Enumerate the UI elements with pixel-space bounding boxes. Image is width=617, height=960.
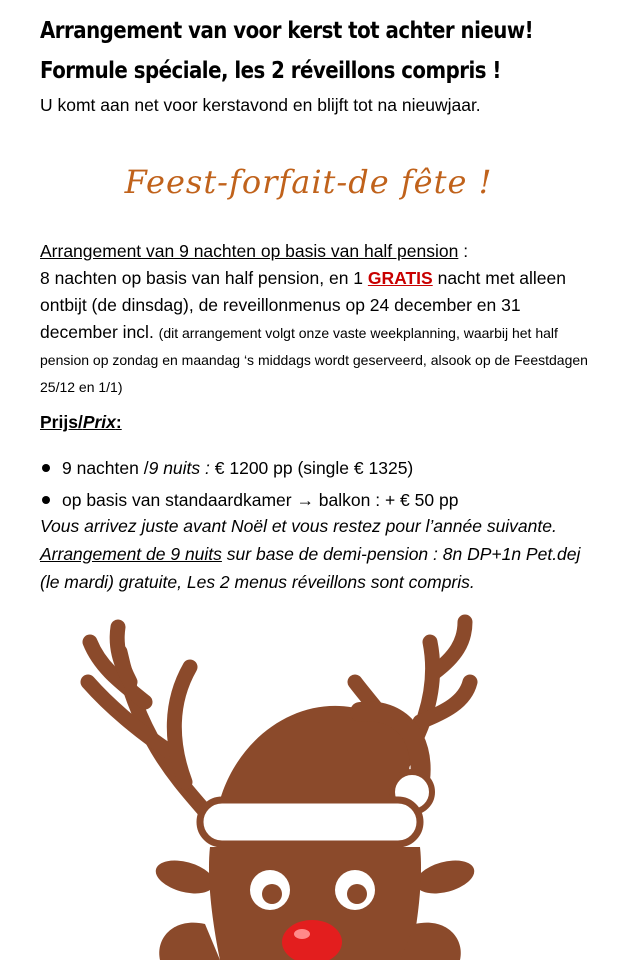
balcony-supplement: op basis van standaardkamer → balkon : + € 50 pp [62,490,459,510]
arrangement-text-a: 8 nachten op basis van half pension, en 1 [40,268,368,288]
price-label-colon: : [115,412,122,432]
gratis-highlight: GRATIS [367,268,433,288]
price-label-fr: Prix [82,412,116,432]
price-list [40,452,458,516]
title-dutch: Arrangement van voor kerst tot achter nieuw! [40,18,534,44]
price-nights-fr: 9 nuits : [148,458,210,478]
price-nights-nl: 9 nachten / [62,458,149,478]
price-amount: € 1200 pp (single € 1325) [209,458,414,478]
price-label-nl: Prijs/ [40,412,83,432]
hoof-left-icon [159,923,220,960]
eye-right-icon [335,870,375,910]
arrangement-text-b: nacht met alleen ontbijt (de dinsdag), de reveillonmenus op 24 december en 31 december incl. [40,268,566,342]
list-item [40,452,458,484]
arrangement-heading-suffix: : [458,241,469,261]
hat-brim-icon [200,800,420,844]
french-text-b: sur base de demi-pension : 8n DP+1n Pet.dej (le mardi) gratuite, Les 2 menus réveillons sont compris. [40,544,581,592]
subtitle: U komt aan net voor kerstavond en blijft tot na nieuwjaar. [40,95,481,115]
arrangement-note: (dit arrangement volgt onze vaste weekplanning, waarbij het half pension op zondag en maandag ‘s middags wordt geserveerd, alsook op de Feestdagen 25/12 en 1/1) [40,325,588,395]
antler-left-icon [88,627,210,817]
script-title: Feest-forfait-de fête ! [124,163,493,201]
eye-left-icon [250,870,290,910]
french-arrangement-underlined: Arrangement de 9 nuits [40,544,222,564]
nose-highlight-icon [294,929,310,939]
bullet-icon [42,464,50,472]
dutch-arrangement-block [40,238,600,400]
ear-left-icon [152,855,218,900]
title-french: Formule spéciale, les 2 réveillons compris ! [40,58,501,84]
french-text-a: Vous arrivez juste avant Noël et vous restez pour l’année suivante. [40,516,557,536]
bullet-icon [42,496,50,504]
reindeer-illustration [60,612,560,960]
ear-right-icon [412,855,478,900]
arrangement-heading: Arrangement van 9 nachten op basis van half pension [40,241,459,261]
price-heading [40,412,122,433]
french-description [40,512,600,596]
